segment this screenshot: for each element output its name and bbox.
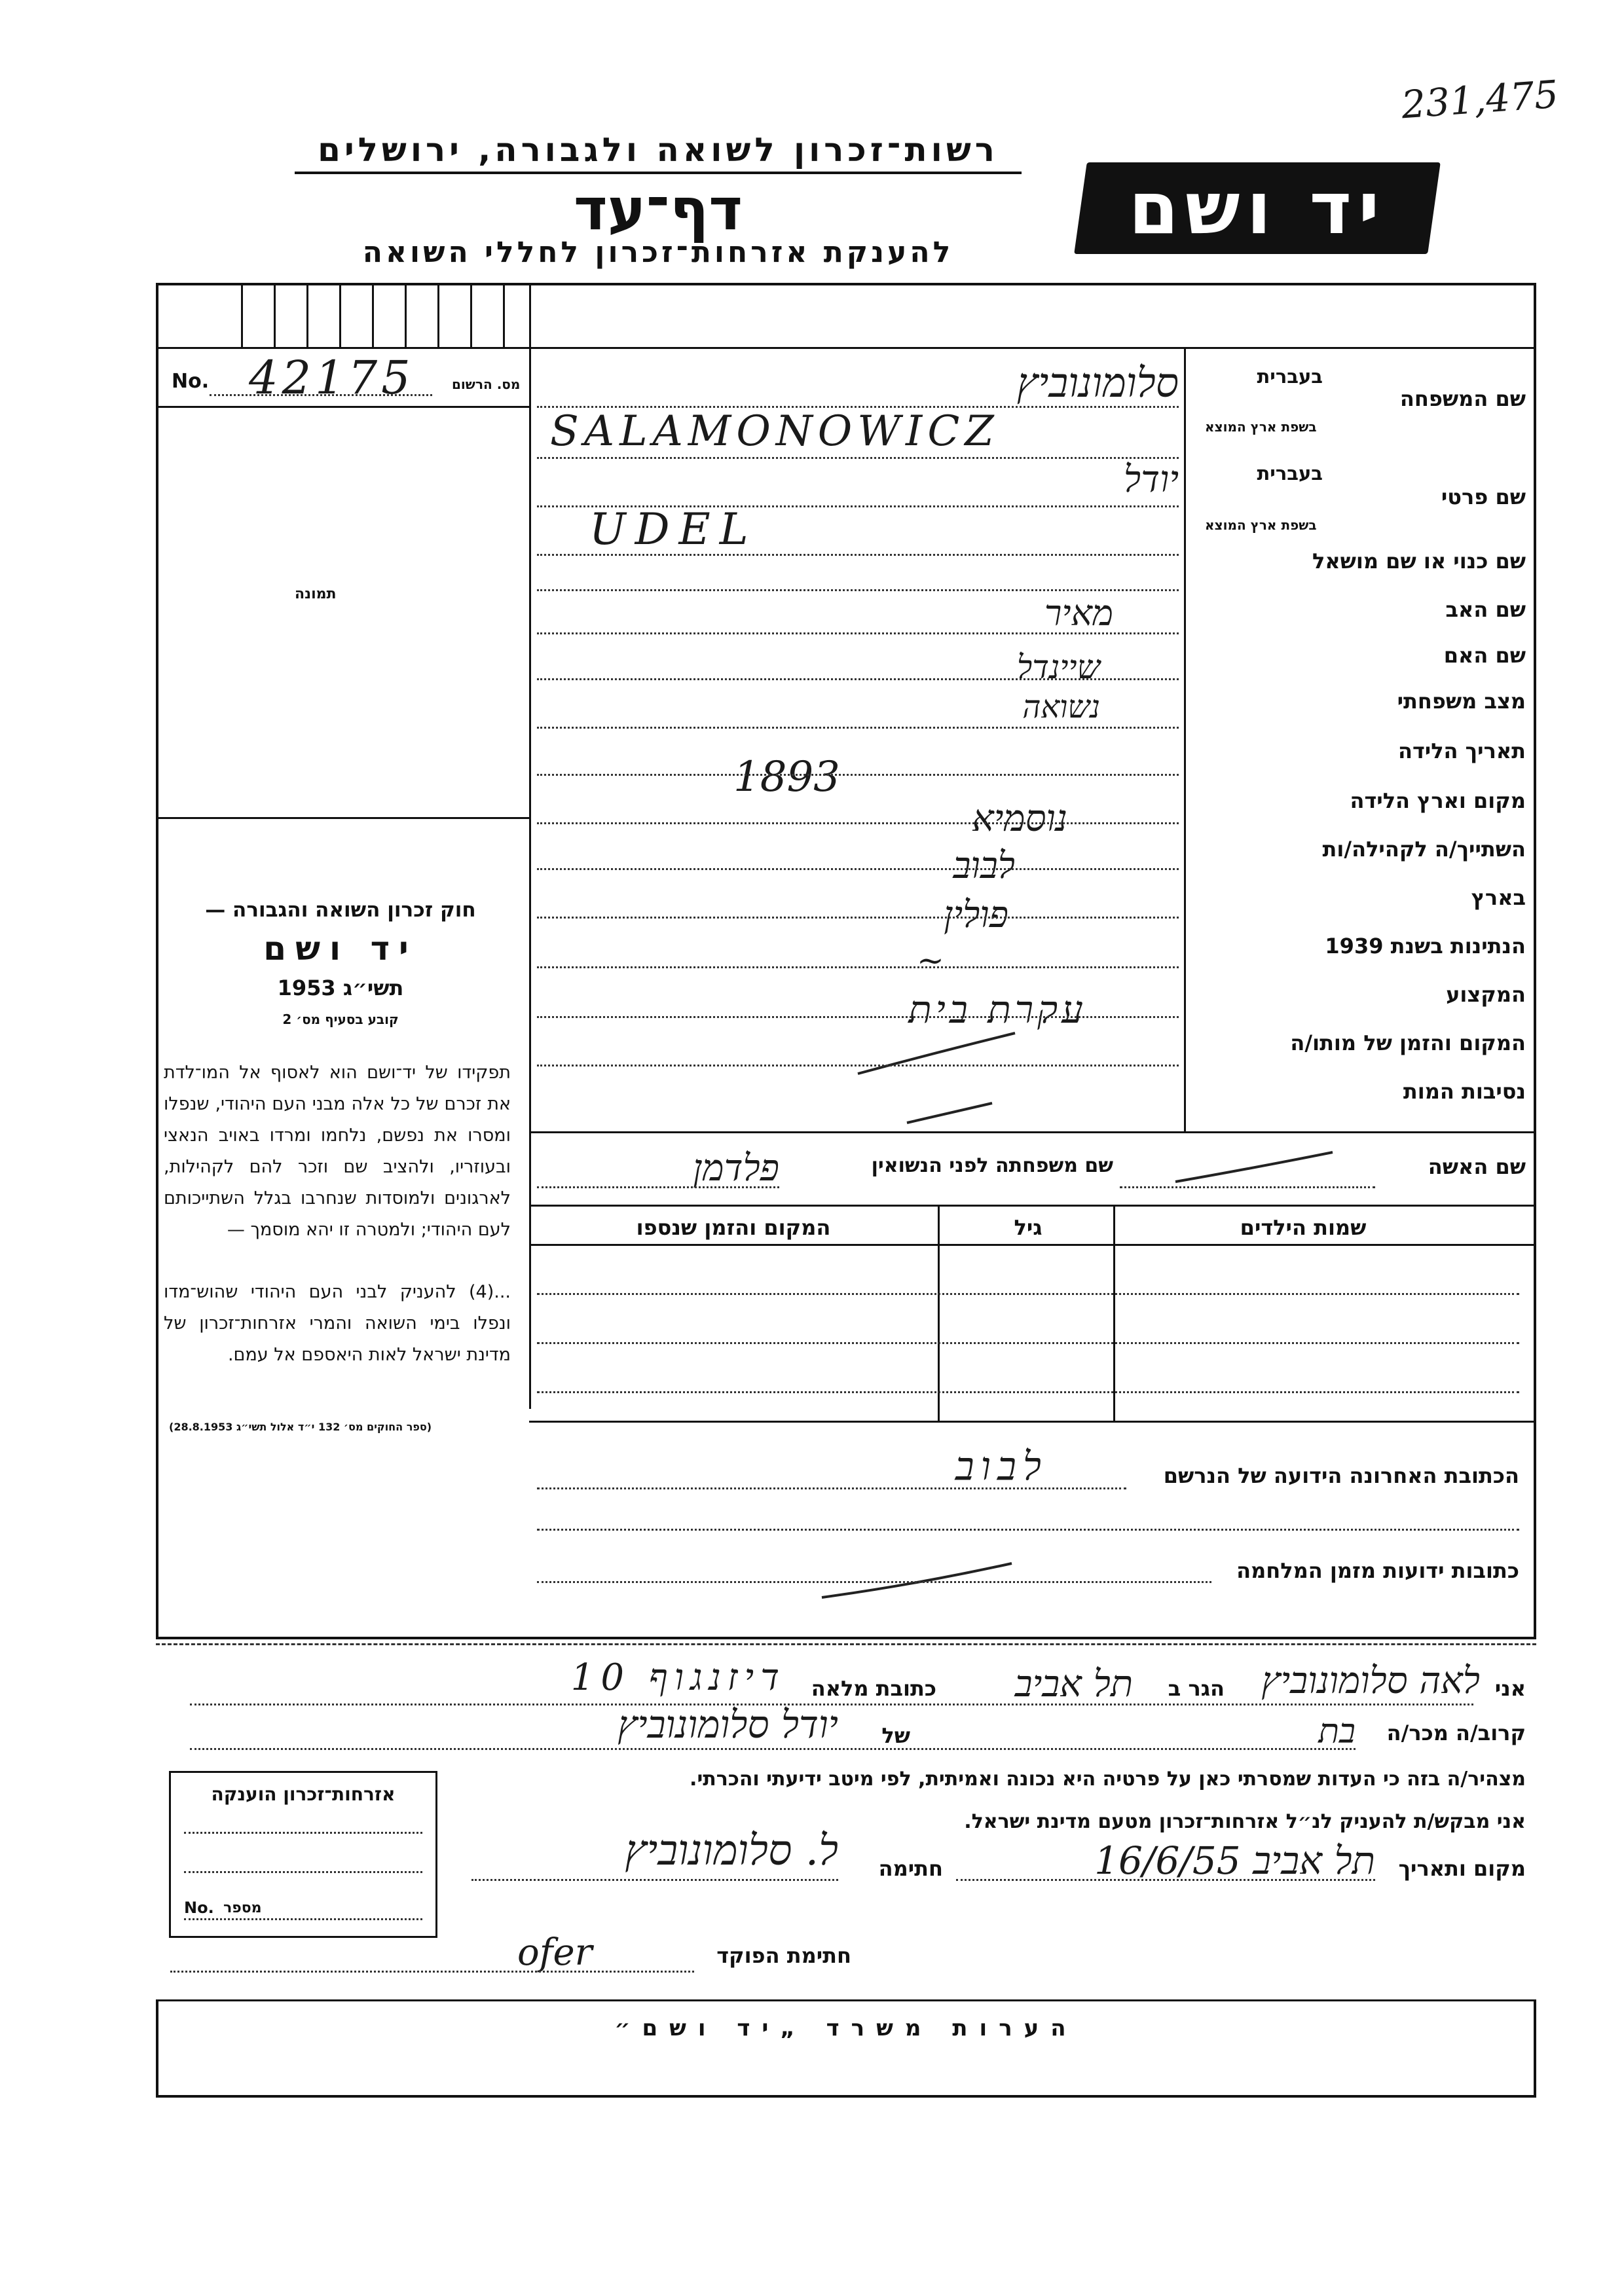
footer-notes-label: הערות משרד „יד ושם״: [614, 2015, 1078, 2041]
archive-number: 231,475: [1399, 71, 1560, 128]
family-name-sub-origin: בשפת ארץ המוצא: [1205, 419, 1317, 435]
declarant-street: דיזנגוף 10: [570, 1656, 786, 1699]
marital-label: מצב משפחתי: [1397, 689, 1526, 714]
declarant-ani: אני: [1494, 1676, 1526, 1701]
form-subtitle: להענקת אזרחות־זכרון לחללי השואה: [362, 236, 954, 269]
children-col-age: גיל: [1014, 1215, 1043, 1240]
authority-name: רשות־זכרון לשואה ולגבורה, ירושלים: [295, 131, 1022, 174]
death-circumstances-label: נסיבות המות: [1403, 1079, 1526, 1104]
birth-date-label: תאריך הלידה: [1397, 738, 1526, 763]
mother-label: שם האם: [1443, 643, 1526, 668]
birth-place-label: מקום וארץ הלידה: [1350, 788, 1526, 813]
birth-date-value: 1893: [733, 753, 840, 801]
officer-signature: ofer: [517, 1931, 593, 1974]
wife-label: שם האשה: [1428, 1154, 1526, 1179]
registration-no-label: No.: [172, 370, 210, 393]
declarant-resides-label: הגר ב: [1168, 1676, 1225, 1701]
first-name-hebrew: יודל: [1123, 458, 1179, 501]
family-name-hebrew: סלומונוביץ: [1016, 359, 1179, 407]
citizenship-1939-label: הנתינות בשנת 1939: [1325, 934, 1526, 958]
first-name-sub-origin: בשפת ארץ המוצא: [1205, 517, 1317, 533]
profession-value: עקרת בית: [908, 987, 1087, 1032]
citizenship-box-title: אזרחות־זכרון הוענקה: [211, 1783, 396, 1805]
last-address-label: הכתובת האחרונה הידועה של הנרשם: [1163, 1463, 1519, 1488]
wife-maiden-value: פלדמן: [693, 1147, 779, 1190]
law-title: חוק זכרון השואה והגבורה —: [205, 898, 476, 922]
logo-text: יד ושם: [1128, 166, 1386, 250]
wife-maiden-label: שם משפחתה לפני הנשואין: [871, 1154, 1113, 1177]
death-place-label: המקום והזמן של מותו/ה: [1290, 1030, 1526, 1055]
community-label: השתייך/ה לקהילה/ות: [1322, 837, 1526, 862]
law-text-1: תפקידו של יד־ושם הוא לאסוף אל המו־לדת את זכרם של כל אלה מבני העם היהודי, שנפלו ומסרו את נפשם, נלחמו ומרדו באויב הנאצי ובעוזריו, ולהציב שם וזכר להם לקהילות, לארגונים ולמוסדות שנחרבו בגלל השתייכותם לעם היהודי; ולמטרה זו יהא מוסמך —: [164, 1063, 511, 1240]
request-text: אני מבקש/ת להעניק לנ״ל אזרחות־זכרון מטעם מדינת ישראל.: [964, 1810, 1526, 1833]
country-label: בארץ: [1471, 885, 1526, 910]
law-year: תשי״ג 1953: [277, 975, 404, 1000]
declarant-relative-label: קרוב/ה מכר/ה: [1386, 1721, 1526, 1745]
form-title: דף־עד: [574, 175, 743, 243]
declarant-of-label: של: [881, 1723, 910, 1748]
signature-label: חתימה: [878, 1856, 943, 1881]
place-date-label: מקום ותאריך: [1398, 1856, 1526, 1881]
community-value: לבוב: [953, 845, 1015, 887]
officer-signature-label: חתימת הפוקד: [716, 1943, 851, 1968]
father-value: מאיר: [1044, 592, 1113, 634]
first-name-latin: UDEL: [589, 504, 758, 555]
law-name: יד ושם: [263, 930, 418, 968]
place-date-value: תל אביב 16/6/55: [1094, 1838, 1375, 1883]
law-source: (ספר החוקים מס׳ 132 י״ד אלול תשי״ג 28.8.1953): [169, 1421, 432, 1433]
children-col-names: שמות הילדים: [1240, 1215, 1367, 1240]
family-name-sub-hebrew: בעברית: [1257, 365, 1323, 388]
registration-label: מס. הרשום: [452, 376, 521, 392]
first-name-label: שם פרטי: [1441, 484, 1526, 509]
profession-label: המקצוע: [1446, 982, 1526, 1007]
citizenship-box-number-label: מספר: [223, 1900, 262, 1916]
declarant-of-name: יודל סלומונוביץ: [618, 1702, 838, 1747]
mother-value: שיינדל: [1016, 648, 1100, 686]
children-col-place: המקום והזמן שנספו: [636, 1215, 831, 1240]
citizenship-granted-box: [169, 1771, 437, 1938]
war-addresses-label: כתובות ידועות מזמן המלחמה: [1236, 1558, 1519, 1583]
declarant-address-label: כתובת מלאה: [811, 1676, 936, 1701]
wife-strike: [1172, 1149, 1336, 1188]
country-value: פולין: [944, 894, 1008, 936]
declaration-text: מצהיר/ה בזה כי העדות שמסרתי כאן על פרטיה היא נכונה ואמיתית, לפי מיטב ידיעתי והכרתי.: [690, 1768, 1526, 1791]
death-circumstances-strike: [904, 1100, 995, 1126]
father-label: שם האב: [1445, 597, 1526, 622]
footer-frame: [156, 1999, 1536, 2098]
yad-vashem-logo: [1074, 162, 1441, 254]
family-name-latin: SALAMONOWICZ: [550, 407, 999, 456]
registration-number: 42175: [249, 351, 415, 405]
photo-label: תמונה: [295, 586, 337, 602]
death-place-strike: [851, 1028, 1022, 1080]
declarant-name: לאה סלומונוביץ: [1261, 1660, 1480, 1702]
nickname-label: שם כנוי או שם מושאל: [1312, 549, 1526, 574]
law-clause: קובע בסעיף מס׳ 2: [282, 1011, 399, 1027]
last-address-value: לבוב: [955, 1444, 1048, 1489]
marital-value: נשואה: [1022, 689, 1100, 725]
declarant-signature: ל. סלומונוביץ: [625, 1827, 838, 1875]
citizenship-box-no: No.: [184, 1899, 214, 1917]
citizenship-1939-value: ~: [917, 941, 944, 979]
family-name-label: שם המשפחה: [1399, 386, 1526, 411]
birth-place-value: נוסמיא: [972, 797, 1067, 840]
declarant-relation: בת: [1318, 1712, 1356, 1751]
law-text-2: ...(4) להעניק לבני העם היהודי שהוש־מדו ונפלו בימי השואה והמרי אזרחות־זכרון של מדינת ישראל לאות היאספם אל עמם.: [164, 1282, 511, 1365]
declarant-city: תל אביב: [1014, 1663, 1133, 1705]
first-name-sub-hebrew: בעברית: [1257, 462, 1323, 484]
